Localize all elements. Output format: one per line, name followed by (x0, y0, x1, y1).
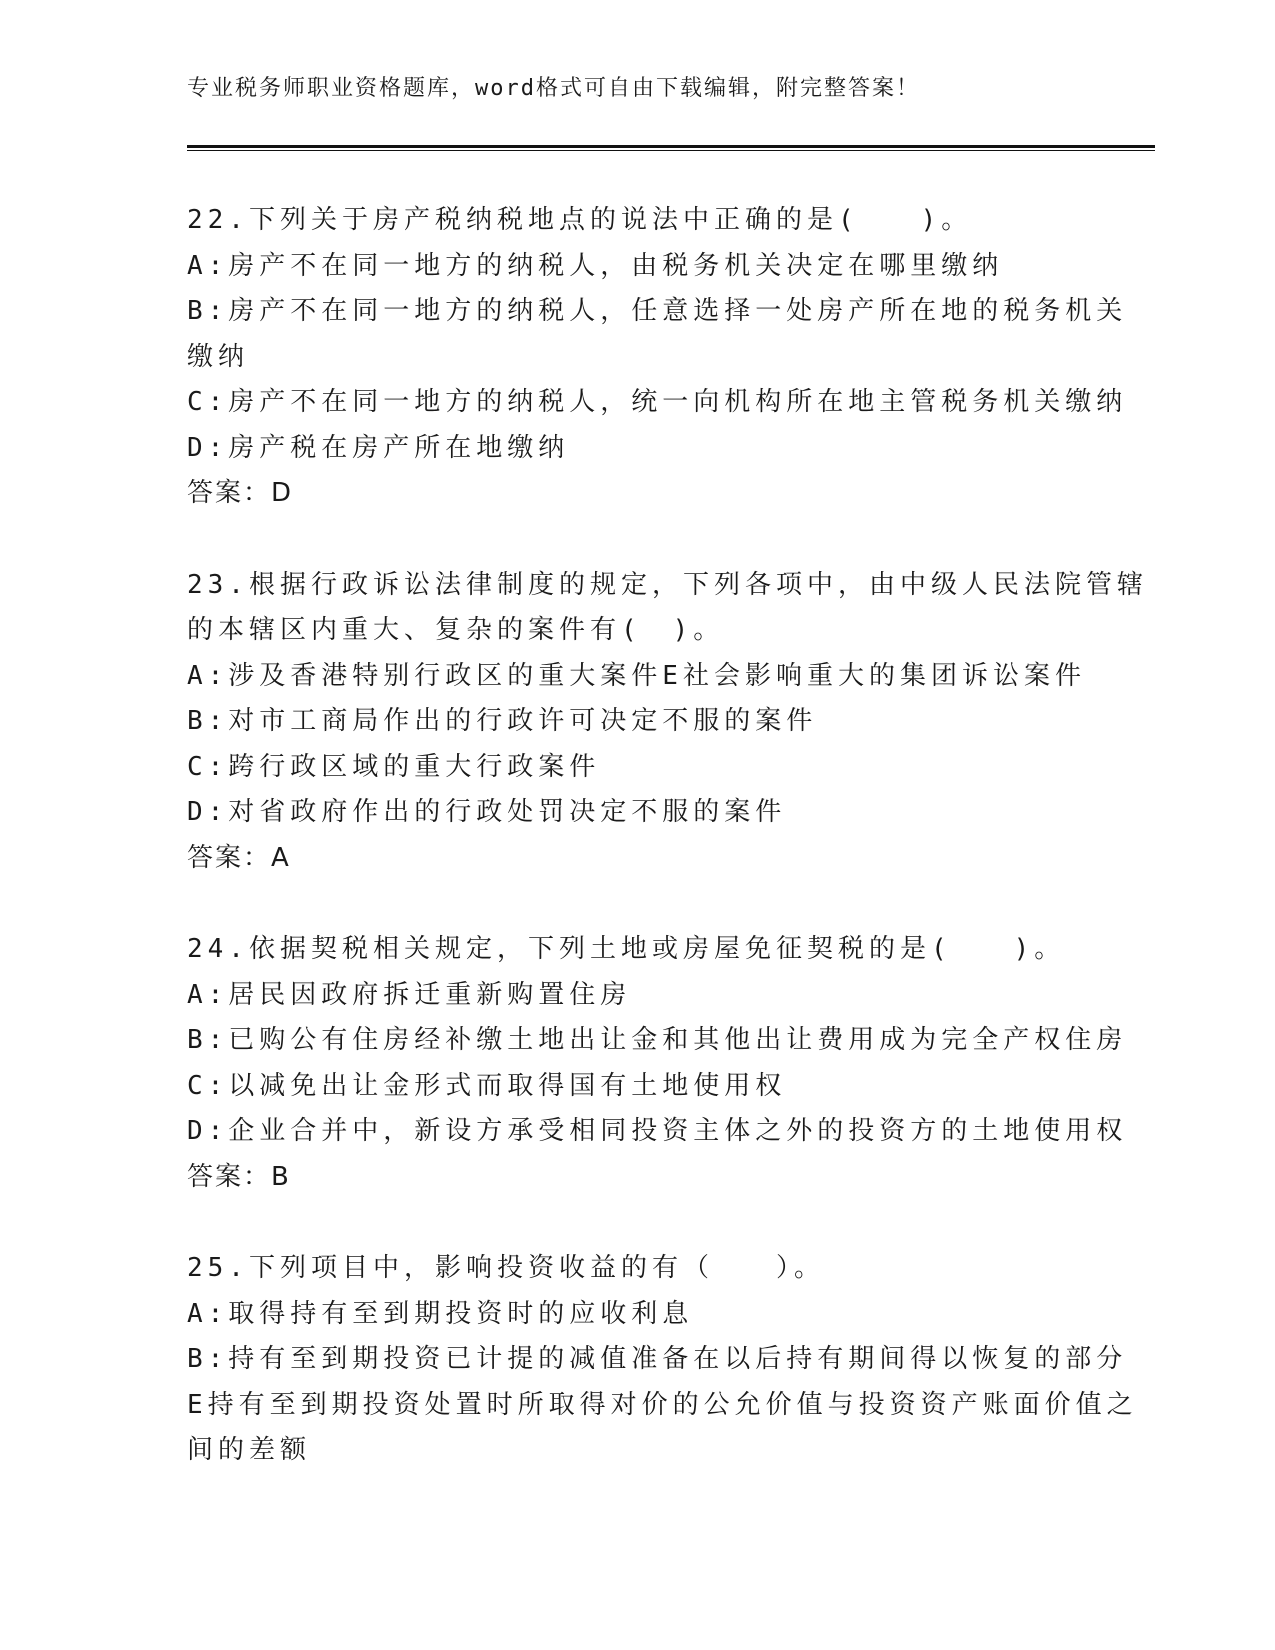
question-23 (187, 563, 1148, 882)
question-22 (187, 198, 1128, 517)
option-d: D:企业合并中，新设方承受相同投资主体之外的投资方的土地使用权 (187, 1116, 1128, 1146)
option-c: C:跨行政区域的重大行政案件 (187, 751, 601, 782)
option-a: A:涉及香港特别行政区的重大案件E社会影响重大的集团诉讼案件 (187, 660, 1086, 691)
option-b: B:房产不在同一地方的纳税人，任意选择一处房产所在地的税务机关 (187, 296, 1128, 326)
question-stem: 23.根据行政诉讼法律制度的规定，下列各项中，由中级人民法院管辖 (187, 569, 1148, 600)
answer-label: 答案：B (187, 1161, 291, 1192)
option-a: A:房产不在同一地方的纳税人，由税务机关决定在哪里缴纳 (187, 250, 1004, 281)
question-25 (187, 1246, 1138, 1474)
option-a: A:居民因政府拆迁重新购置住房 (187, 979, 632, 1010)
answer-label: 答案：A (187, 842, 291, 873)
question-list (187, 198, 1148, 1520)
question-stem: 25.下列项目中，影响投资收益的有（ ）。 (187, 1253, 825, 1283)
header-divider (187, 145, 1155, 151)
option-c: C:房产不在同一地方的纳税人，统一向机构所在地主管税务机关缴纳 (187, 387, 1128, 417)
option-e-continued: 间的差额 (187, 1435, 312, 1465)
question-stem-continued: 的本辖区内重大、复杂的案件有( )。 (187, 615, 725, 645)
option-b: B:已购公有住房经补缴土地出让金和其他出让费用成为完全产权住房 (187, 1025, 1128, 1055)
answer-label: 答案：D (187, 478, 294, 508)
option-d: D:房产税在房产所在地缴纳 (187, 432, 570, 463)
question-24 (187, 927, 1128, 1200)
option-b-continued: 缴纳 (187, 341, 250, 372)
option-a: A:取得持有至到期投资时的应收利息 (187, 1298, 694, 1329)
option-b: B:对市工商局作出的行政许可决定不服的案件 (187, 706, 818, 736)
option-d: D:对省政府作出的行政处罚决定不服的案件 (187, 797, 787, 827)
option-b: B:持有至到期投资已计提的减值准备在以后持有期间得以恢复的部分 (187, 1344, 1128, 1374)
question-stem: 22.下列关于房产税纳税地点的说法中正确的是( )。 (187, 205, 973, 235)
option-e: E持有至到期投资处置时所取得对价的公允价值与投资资产账面价值之 (187, 1389, 1138, 1420)
option-c: C:以减免出让金形式而取得国有土地使用权 (187, 1070, 787, 1101)
page-header-text: 专业税务师职业资格题库，word格式可自由下载编辑，附完整答案！ (187, 76, 920, 101)
question-stem: 24.依据契税相关规定，下列土地或房屋免征契税的是( )。 (187, 934, 1066, 964)
